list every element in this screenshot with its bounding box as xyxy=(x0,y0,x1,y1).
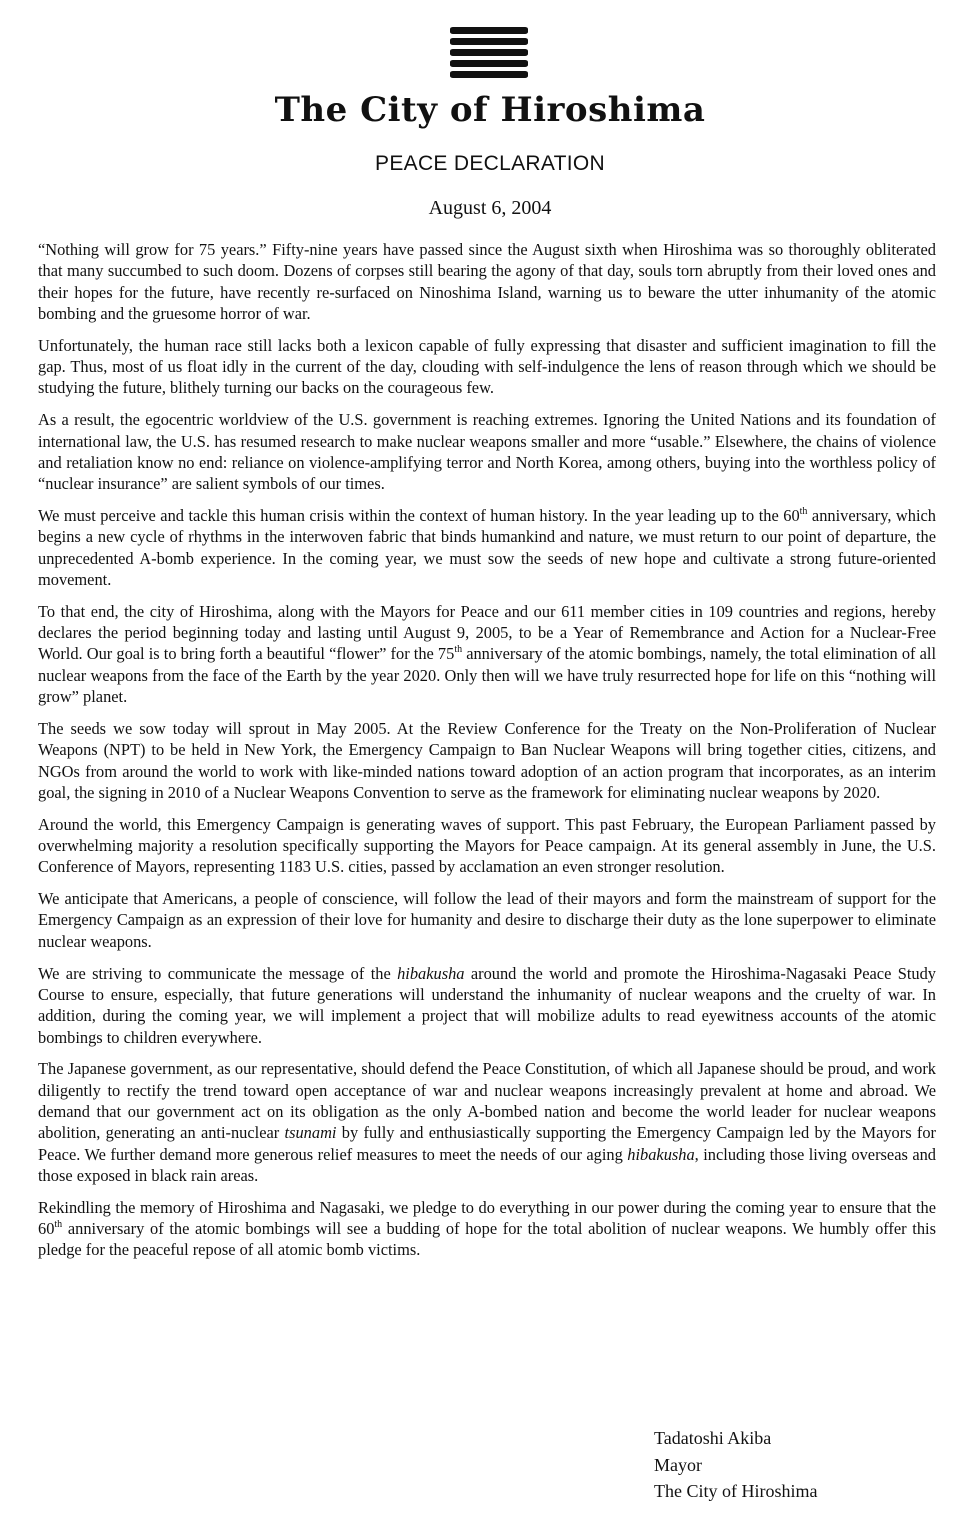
signature-block xyxy=(654,1425,934,1505)
paragraph-10-text-a: The Japanese government, as our representative, should defend the Peace Constitution, of which all Japanese should be proud, and work diligently to rectify the trend toward open acceptance of war and nuclear weapons increasingly prevalent at home and abroad. We demand that our government act on its obligation as the only A-bombed nation and become the world leader for nuclear weapons abolition, generating an anti-nuclear xyxy=(38,1059,936,1143)
paragraph-2: Unfortunately, the human race still lacks both a lexicon capable of fully expressing that disaster and sufficient imagination to fill the gap. Thus, most of us float idly in the current of the day, clouding with self-indulgence the lens of reason through which we should be studying the future, blithely turning our backs on the courageous few. xyxy=(38,335,936,398)
paragraph-8: We anticipate that Americans, a people of conscience, will follow the lead of their mayors and form the mainstream of support for the Emergency Campaign as an expression of their love for humanity and desire to discharge their duty as the lone superpower to eliminate nuclear weapons. xyxy=(38,889,936,951)
emblem-bar xyxy=(450,71,528,78)
ordinal-suffix: th xyxy=(454,643,463,655)
paragraph-10-text-b: by fully and enthusiastically supporting the Emergency Campaign led by the Mayors for Peace. We further demand more generous relief measures to meet the needs of our aging xyxy=(38,1123,937,1164)
paragraph-7: Around the world, this Emergency Campaign is generating waves of support. This past February, the European Parliament passed by overwhelming majority a resolution specifically supporting the Mayors for Peace campaign. At its general assembly in June, the U.S. Conference of Mayors, representing 1183 U.S. cities, passed by acclamation an even stronger resolution. xyxy=(38,814,936,877)
italic-term: hibakusha xyxy=(397,963,465,983)
signatory-organization: The City of Hiroshima xyxy=(654,1481,818,1501)
paragraph-10-text-c: , including those living overseas and those exposed in black rain areas. xyxy=(38,1144,936,1185)
paragraph-11-text-a: Rekindling the memory of Hiroshima and Nagasaki, we pledge to do everything in our power during the coming year to ensure that the 60 xyxy=(38,1197,936,1239)
document-title: PEACE DECLARATION xyxy=(375,152,605,175)
paragraph-9 xyxy=(38,963,936,1048)
declaration-date: August 6, 2004 xyxy=(428,197,552,219)
paragraph-4 xyxy=(38,505,936,590)
emblem-bar xyxy=(450,38,528,45)
paragraph-5-text-b: anniversary of the atomic bombings, namely, the total elimination of all nuclear weapons from the face of the Earth by the year 2020. Only then will we have truly resurrected hope for life on this “nothing will grow” planet. xyxy=(38,644,936,707)
paragraph-10 xyxy=(38,1058,936,1186)
signatory-name: Tadatoshi Akiba xyxy=(654,1428,772,1448)
paragraph-11-text-b: anniversary of the atomic bombings will see a budding of hope for the total abolition of nuclear weapons. We humbly offer this pledge for the peaceful repose of all atomic bomb victims. xyxy=(38,1219,936,1260)
hiroshima-emblem-icon xyxy=(450,27,528,79)
italic-term: hibakusha xyxy=(627,1144,695,1164)
paragraph-4-text-b: anniversary, which begins a new cycle of rhythms in the interwoven fabric that binds humankind and nature, we must return to our point of departure, the unprecedented A-bomb experience. In the coming year, we must sow the seeds of new hope and cultivate a strong future-oriented movement. xyxy=(38,506,936,589)
italic-term: tsunami xyxy=(284,1123,337,1143)
paragraph-6: The seeds we sow today will sprout in May 2005. At the Review Conference for the Treaty on the Non-Proliferation of Nuclear Weapons (NPT) to be held in New York, the Emergency Campaign to Ban Nuclear Weapons will bring together cities, citizens, and NGOs from around the world to work with like-minded nations toward adoption of an action program that incorporates, as an interim goal, the signing in 2010 of a Nuclear Weapons Convention to serve as the framework for eliminating nuclear weapons by 2020. xyxy=(38,718,936,802)
paragraph-9-text-b: around the world and promote the Hiroshima-Nagasaki Peace Study Course to ensure, especially, that future generations will understand the inhumanity of nuclear weapons and the cruelty of war. In addition, during the coming year, we will implement a project that will mobilize adults to read eyewitness accounts of the atomic bombings to children everywhere. xyxy=(38,963,936,1047)
paragraph-1: “Nothing will grow for 75 years.” Fifty-nine years have passed since the August sixth when Hiroshima was so thoroughly obliterated that many succumbed to such doom. Dozens of corpses still bearing the agony of that day, souls torn abruptly from their loved ones and their hopes for the future, have recently re-surfaced on Ninoshima Island, warning us to beware the utter inhumanity of the atomic bombing and the gruesome horror of war. xyxy=(38,240,936,323)
declaration-body xyxy=(38,239,936,1271)
paragraph-9-text-a: We are striving to communicate the message of the xyxy=(38,963,398,983)
paragraph-5-text-a: To that end, the city of Hiroshima, along with the Mayors for Peace and our 611 member cities in 109 countries and regions, hereby declares the period beginning today and lasting until August 9, 2005, to be a Year of Remembrance and Action for a Nuclear-Free World. Our goal is to bring forth a beautiful “flower” for the 75 xyxy=(38,601,936,664)
emblem-bar xyxy=(450,60,528,67)
signatory-role: Mayor xyxy=(654,1454,702,1475)
paragraph-4-text-a: We must perceive and tackle this human crisis within the context of human history. In the year leading up to the 60 xyxy=(38,506,800,526)
ordinal-suffix: th xyxy=(54,1218,63,1230)
paragraph-11 xyxy=(38,1197,936,1261)
emblem-bar xyxy=(450,49,528,56)
paragraph-5 xyxy=(38,601,936,707)
paragraph-3: As a result, the egocentric worldview of the U.S. government is reaching extremes. Ignoring the United Nations and its foundation of international law, the U.S. has resumed research to make nuclear weapons smaller and more “usable.” Elsewhere, the chains of violence and retaliation know no end: reliance on violence-amplifying terror and North Korea, among others, buying into the worthless policy of “nuclear insurance” are salient symbols of our times. xyxy=(38,410,936,494)
emblem-bar xyxy=(450,27,528,34)
ordinal-suffix: th xyxy=(799,505,808,517)
city-name-heading: The City of Hiroshima xyxy=(274,90,706,130)
